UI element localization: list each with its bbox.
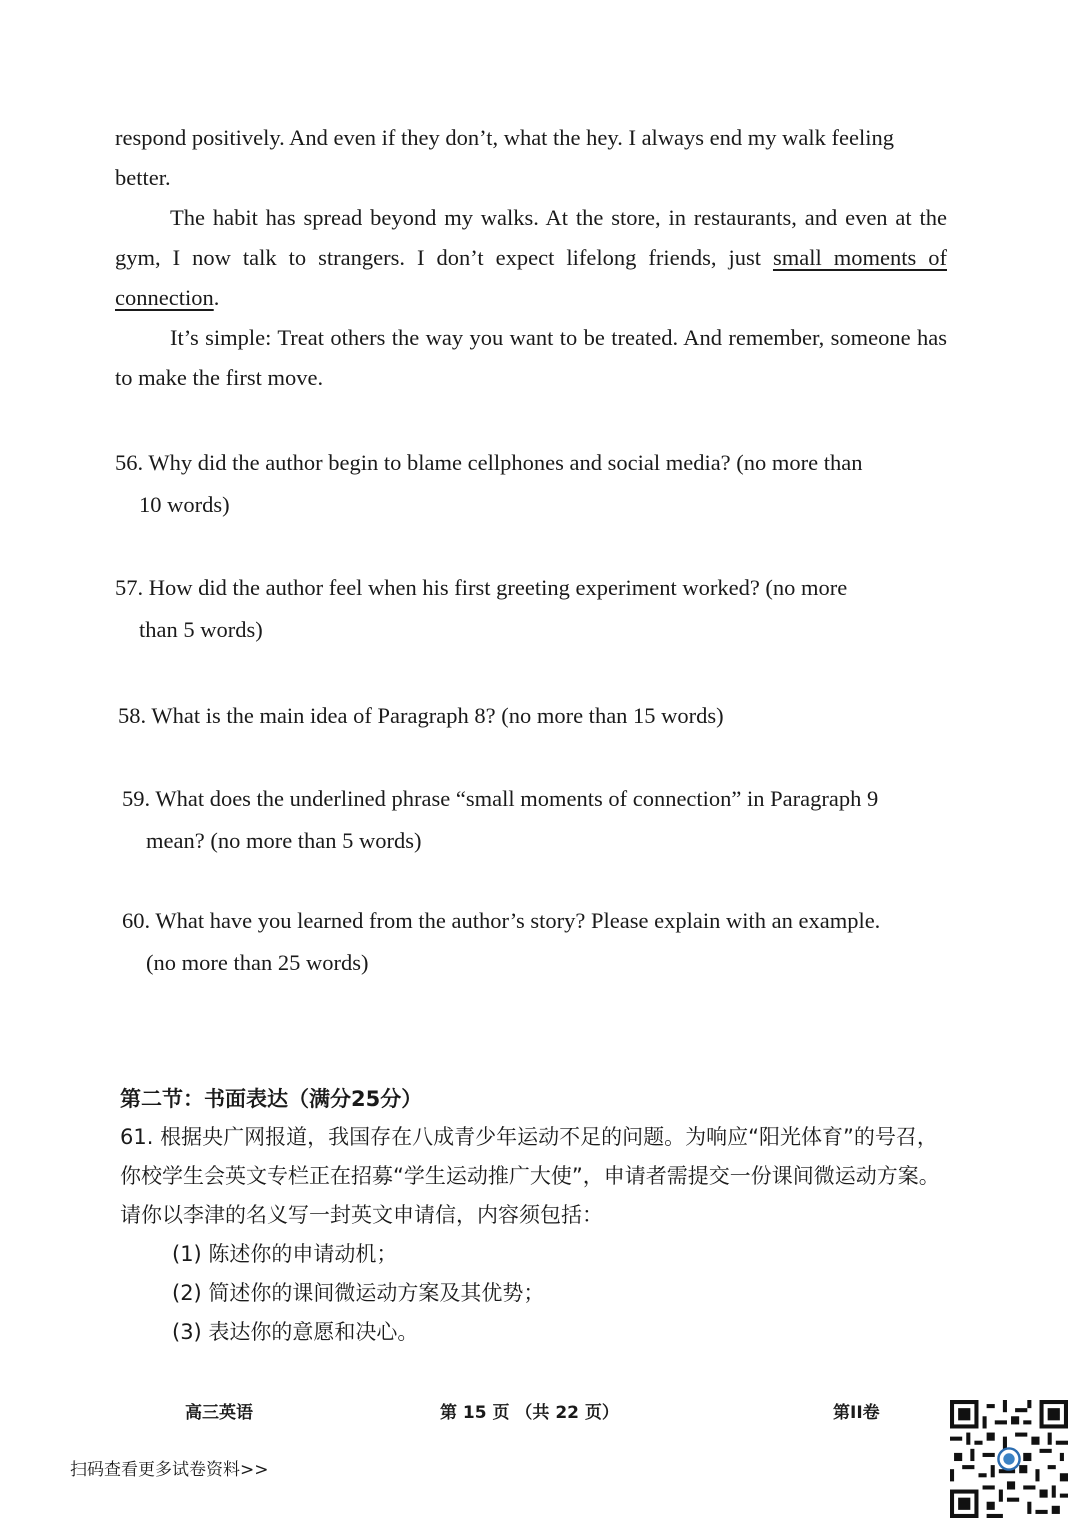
question-line: than 5 words) [139, 617, 263, 642]
writing-task [120, 1118, 950, 1352]
underlined-phrase: small moments of connection [115, 245, 947, 310]
footer-volume: 第II卷 [833, 1403, 880, 1423]
passage-paragraph [115, 198, 947, 318]
question-56 [115, 442, 863, 526]
question-60 [122, 900, 880, 984]
question-line: 56. Why did the author begin to blame cellphones and social media? (no more than [115, 450, 863, 475]
passage-text: The habit has spread beyond my walks. At the store, in restaurants, and even at the gym, I now talk to strangers. I don’t expect lifelong friends, just [115, 205, 947, 270]
task-prompt: 61. 根据央广网报道，我国存在八成青少年运动不足的问题。为响应“阳光体育”的号召，你校学生会英文专栏正在招募“学生运动推广大使”，申请者需提交一份课间微运动方案。请你以李津的名义写一封英文申请信，内容须包括： [120, 1125, 940, 1227]
footer-page-number: 第 15 页 （共 22 页） [440, 1403, 619, 1423]
question-line: 57. How did the author feel when his first greeting experiment worked? (no more [115, 575, 848, 600]
requirement-item: (3) 表达你的意愿和决心。 [172, 1320, 419, 1344]
qr-code-icon [950, 1400, 1068, 1518]
footer-subject: 高三英语 [185, 1403, 253, 1423]
section-title: 第二节：书面表达（满分25分） [120, 1087, 423, 1111]
question-line: 58. What is the main idea of Paragraph 8? (no more than 15 words) [118, 703, 724, 728]
question-line: (no more than 25 words) [146, 950, 369, 975]
question-line: mean? (no more than 5 words) [146, 828, 422, 853]
passage-text: . [213, 285, 220, 310]
question-line: 59. What does the underlined phrase “small moments of connection” in Paragraph 9 [122, 786, 879, 811]
question-57 [115, 567, 847, 651]
requirement-item: (1) 陈述你的申请动机； [172, 1242, 398, 1266]
reading-passage [115, 118, 947, 398]
task-requirements [120, 1235, 950, 1352]
passage-paragraph: It’s simple: Treat others the way you want to be treated. And remember, someone has to make the first move. [115, 325, 947, 390]
passage-paragraph: respond positively. And even if they don’t, what the hey. I always end my walk feeling better. [115, 125, 894, 190]
question-line: 10 words) [139, 492, 230, 517]
question-line: 60. What have you learned from the author’s story? Please explain with an example. [122, 908, 881, 933]
question-59 [122, 778, 878, 862]
scan-prompt: 扫码查看更多试卷资料>> [70, 1460, 269, 1480]
requirement-item: (2) 简述你的课间微运动方案及其优势； [172, 1281, 545, 1305]
question-58 [118, 695, 724, 737]
